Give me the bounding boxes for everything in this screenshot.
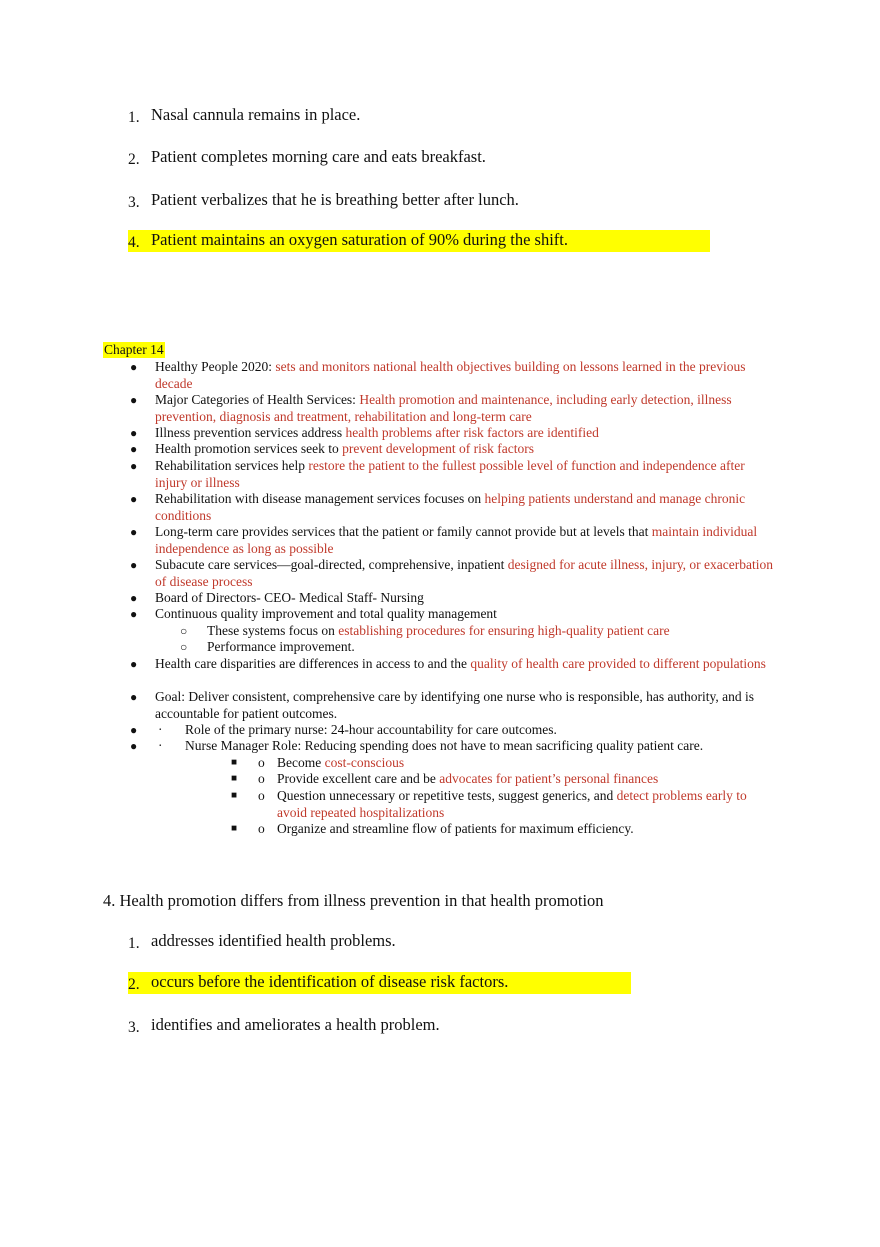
bullet-answer: restore the patient to the fullest possible level of function and independence after injury or illness [155, 458, 745, 490]
chapter-heading: Chapter 14 [104, 342, 164, 357]
bullet-answer: helping patients understand and manage chronic conditions [155, 491, 746, 523]
bullet-icon: ● [130, 607, 138, 621]
o-marker: o [258, 771, 265, 786]
middot-icon: · [158, 722, 163, 737]
option-number: 1. [128, 935, 140, 952]
bullet-icon: ● [130, 360, 138, 374]
bullet-icon: ● [130, 525, 138, 539]
answer-option-4-highlighted [128, 230, 710, 252]
option-number: 1. [128, 109, 140, 126]
bullet-answer: sets and monitors national health objectives building on lessons learned in the previous decade [155, 359, 746, 391]
bullet-text: Major Categories of Health Services: [155, 392, 360, 407]
option-number: 2. [128, 151, 140, 168]
sub-item-text: Provide excellent care and be [277, 771, 440, 786]
bullet-answer: maintain individual independence as long as possible [155, 524, 758, 556]
option-text: occurs before the identification of disease risk factors. [151, 972, 509, 991]
option-text: Nasal cannula remains in place. [151, 105, 361, 124]
bullet-text: Continuous quality improvement and total quality management [155, 606, 497, 621]
option-text: Patient maintains an oxygen saturation of 90% during the shift. [151, 230, 569, 249]
bullet-icon: ● [130, 459, 138, 473]
sub-item-answer: advocates for patient’s personal finances [439, 771, 659, 786]
sub-item-answer: detect problems early to avoid repeated hospitalizations [277, 788, 747, 820]
bullet-text: Goal: Deliver consistent, comprehensive care by identifying one nurse who is responsible, has authority, and is accountable for patient outcomes. [155, 689, 754, 721]
sub-item-text: Organize and streamline flow of patients for maximum efficiency. [277, 821, 634, 836]
option-text: Patient verbalizes that he is breathing better after lunch. [151, 190, 519, 209]
bullet-text: Long-term care provides services that the patient or family cannot provide but at levels that [155, 524, 652, 539]
sub-item-answer: establishing procedures for ensuring high-quality patient care [338, 623, 670, 638]
bullet-text: Nurse Manager Role: Reducing spending does not have to mean sacrificing quality patient care. [185, 738, 704, 753]
bullet-icon: ● [130, 739, 138, 753]
bullet-icon: ● [130, 690, 138, 704]
question-stem: 4. Health promotion differs from illness prevention in that health promotion [103, 891, 604, 910]
bullet-text: Rehabilitation with disease management services focuses on [155, 491, 485, 506]
bullet-text: Role of the primary nurse: 24-hour accountability for care outcomes. [185, 722, 557, 737]
option-number: 4. [128, 234, 140, 251]
o-marker: o [258, 788, 265, 803]
bullet-icon: ● [130, 591, 138, 605]
option-number: 3. [128, 194, 140, 211]
middot-icon: · [158, 738, 163, 753]
o-marker: o [258, 821, 265, 836]
sub-item-answer: cost-conscious [324, 755, 405, 770]
sub-item-text: Become [277, 755, 325, 770]
bullet-text: Healthy People 2020: [155, 359, 276, 374]
bullet-answer: health problems after risk factors are identified [345, 425, 599, 440]
option-text: identifies and ameliorates a health problem. [151, 1015, 440, 1034]
sub-item-text: Question unnecessary or repetitive tests, suggest generics, and [277, 788, 617, 803]
o-marker: o [258, 755, 265, 770]
bullet-icon: ● [130, 492, 138, 506]
option-text: addresses identified health problems. [151, 931, 396, 950]
bullet-answer: prevent development of risk factors [342, 441, 535, 456]
bullet-icon: ● [130, 558, 138, 572]
sub-item-text: These systems focus on [207, 623, 339, 638]
square-bullet-icon: ■ [231, 823, 238, 834]
option-number: 3. [128, 1019, 140, 1036]
option-text: Patient completes morning care and eats breakfast. [151, 147, 486, 166]
sub-item-text: Performance improvement. [207, 639, 355, 654]
bullet-text: Health care disparities are differences in access to and the [155, 656, 471, 671]
option-number: 2. [128, 976, 140, 993]
square-bullet-icon: ■ [231, 773, 238, 784]
bullet-answer: Health promotion and maintenance, including early detection, illness prevention, diagnosis and treatment, rehabilitation and long-term care [155, 392, 732, 424]
bullet-text: Subacute care services—goal-directed, comprehensive, inpatient [155, 557, 508, 572]
bullet-icon: ● [130, 426, 138, 440]
bullet-text: Rehabilitation services help [155, 458, 309, 473]
bullet-icon: ● [130, 657, 138, 671]
question-option-2-highlighted [128, 972, 631, 994]
circle-bullet-icon: ○ [180, 624, 188, 638]
bullet-icon: ● [130, 442, 138, 456]
bullet-icon: ● [130, 393, 138, 407]
bullet-answer: designed for acute illness, injury, or exacerbation of disease process [155, 557, 774, 589]
bullet-answer: quality of health care provided to different populations [470, 656, 766, 671]
bullet-text: Illness prevention services address [155, 425, 346, 440]
bullet-text: Health promotion services seek to [155, 441, 343, 456]
bullet-icon: ● [130, 723, 138, 737]
square-bullet-icon: ■ [231, 790, 238, 801]
square-bullet-icon: ■ [231, 757, 238, 768]
circle-bullet-icon: ○ [180, 640, 188, 654]
bullet-text: Board of Directors- CEO- Medical Staff- Nursing [155, 590, 424, 605]
